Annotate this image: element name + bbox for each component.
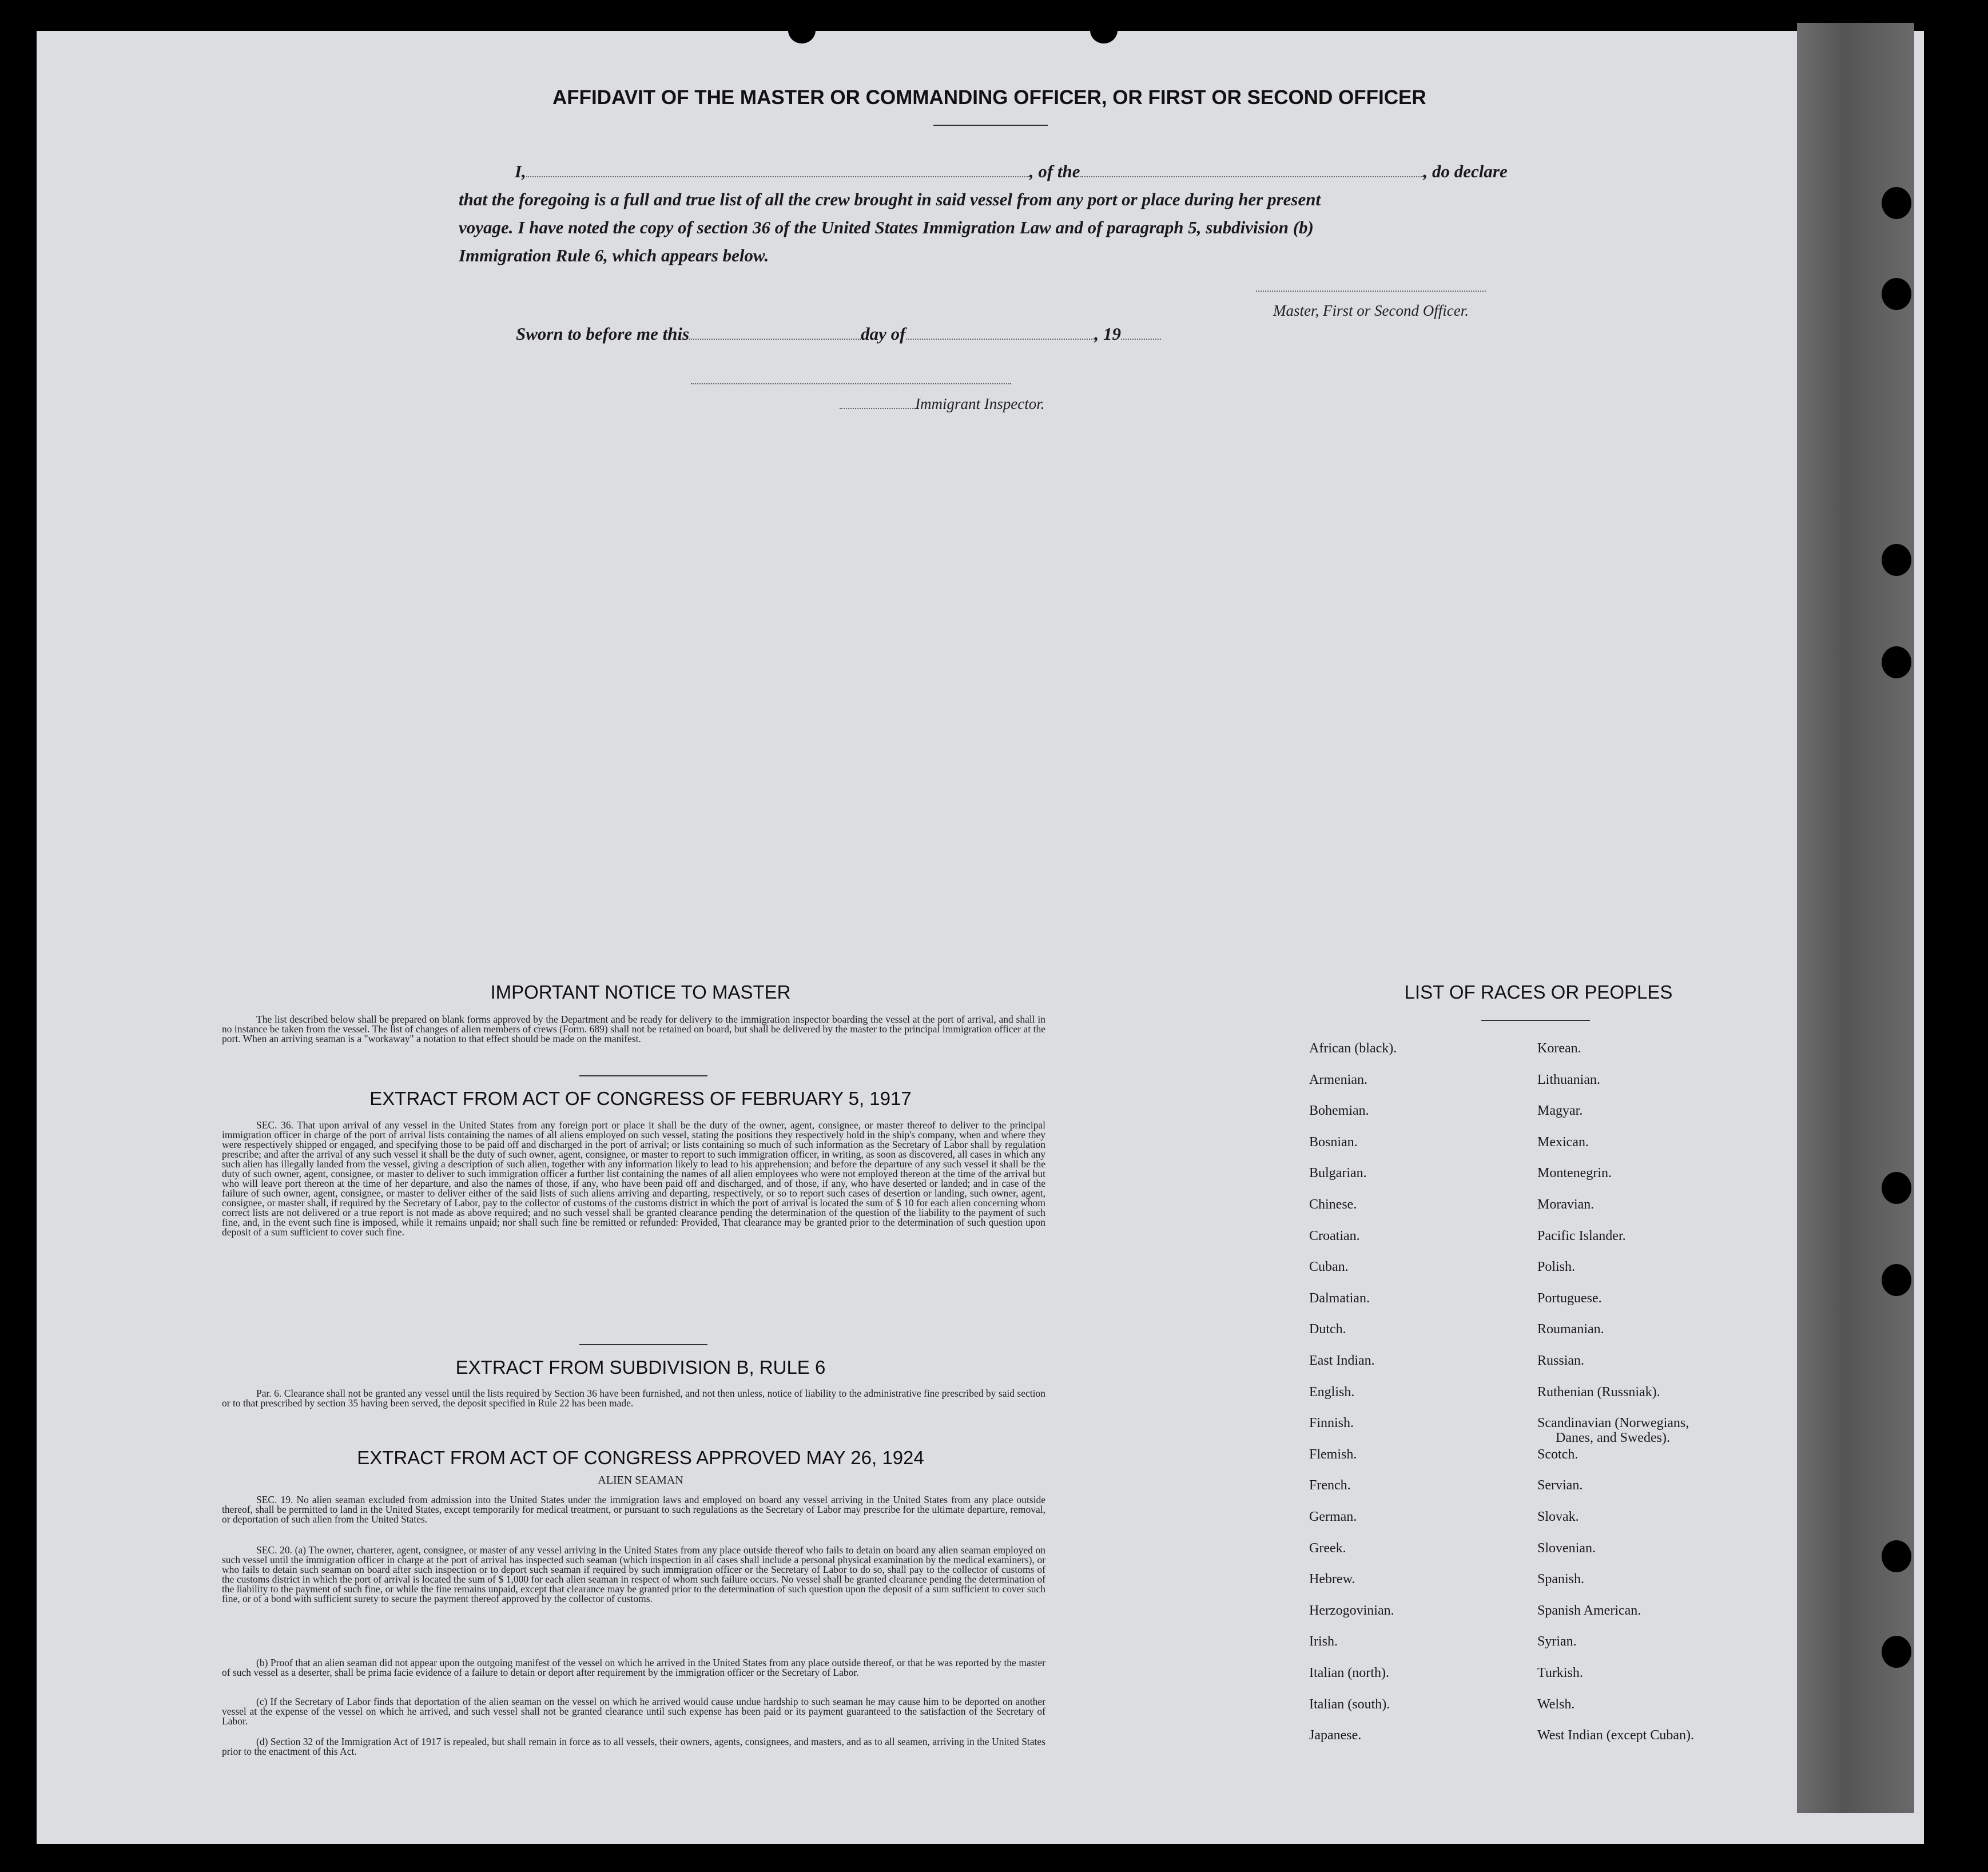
race-item: Korean. [1537, 1041, 1581, 1056]
race-item: Bosnian. [1309, 1135, 1358, 1150]
punch-hole [1882, 1172, 1911, 1204]
races-title-rule [1481, 1020, 1590, 1021]
race-item: Spanish American. [1537, 1603, 1641, 1618]
punch-hole [1882, 1540, 1911, 1572]
race-item-continuation: Danes, and Swedes). [1556, 1430, 1670, 1445]
i-label: I, [515, 161, 526, 181]
affidavit-line-3: voyage. I have noted the copy of section 36 of the United States Immigration Law and of paragraph 5, subdivision (b) [459, 217, 1314, 237]
section-rule [579, 1075, 707, 1076]
race-item: Montenegrin. [1537, 1166, 1612, 1181]
race-item: Flemish. [1309, 1447, 1357, 1462]
sworn-line [516, 324, 1161, 344]
extract-1924-sec20d: (d) Section 32 of the Immigration Act of 1917 is repealed, but shall remain in force as to all vessels, their owners, agents, consignees, and masters, and as to all seamen, arriving in the United States prior to the enactment of this Act. [222, 1736, 1045, 1757]
race-item: Dalmatian. [1309, 1291, 1370, 1306]
race-item: Lithuanian. [1537, 1072, 1600, 1087]
vessel-field[interactable] [1080, 176, 1424, 177]
title-rule [933, 125, 1048, 126]
race-item: Slovenian. [1537, 1541, 1596, 1556]
race-item: French. [1309, 1478, 1351, 1493]
race-item: English. [1309, 1385, 1355, 1400]
punch-hole [1882, 187, 1911, 219]
sworn-label: Sworn to before me this [516, 324, 690, 344]
extract-rule6-body: Par. 6. Clearance shall not be granted any vessel until the lists required by Section 36 have been furnished, and not then unless, notice of liability to the administrative fine prescribed by said section or to that prescribed by section 35 having been served, the deposit specified in Rule 22 has been made. [222, 1388, 1045, 1409]
extract-1917-title: EXTRACT FROM ACT OF CONGRESS OF FEBRUARY 5, 1917 [369, 1088, 912, 1109]
race-item: Cuban. [1309, 1259, 1349, 1274]
master-signature-field[interactable] [1256, 291, 1486, 292]
binder-tab-left [788, 17, 816, 43]
race-item: Scotch. [1537, 1447, 1579, 1462]
sworn-day-field[interactable] [689, 339, 861, 340]
race-item: Scandinavian (Norwegians, [1537, 1416, 1689, 1430]
name-field[interactable] [526, 176, 1029, 177]
extract-1924-sec19: SEC. 19. No alien seaman excluded from admission into the United States under the immigration laws and employed on board any vessel arriving in the United States from any place outside thereof, shall be permitted to land in the United States, except temporarily for medical treatment, or pursuant to such regulations as the Secretary of Labor may prescribe for the ultimate departure, removal, or deportation of such alien from the United States. [222, 1494, 1045, 1525]
extract-1924-title: EXTRACT FROM ACT OF CONGRESS APPROVED MAY 26, 1924 [357, 1447, 924, 1468]
inspector-label: Immigrant Inspector. [915, 395, 1045, 412]
race-item: Italian (south). [1309, 1697, 1390, 1712]
race-item: Ruthenian (Russniak). [1537, 1385, 1660, 1400]
affidavit-line-4: Immigration Rule 6, which appears below. [459, 245, 769, 265]
races-title: LIST OF RACES OR PEOPLES [1404, 981, 1673, 1003]
punch-hole [1882, 646, 1911, 678]
affidavit-line-1 [515, 161, 1527, 182]
day-of-label: day of [861, 324, 906, 344]
punch-hole [1882, 1264, 1911, 1296]
sworn-year-field[interactable] [1121, 339, 1161, 340]
race-item: Servian. [1537, 1478, 1583, 1493]
binder-tab-right [1090, 17, 1118, 43]
inspector-signature-line [840, 395, 1044, 413]
race-item: Mexican. [1537, 1135, 1589, 1150]
race-item: Bohemian. [1309, 1103, 1369, 1118]
race-item: Roumanian. [1537, 1322, 1604, 1337]
race-item: Greek. [1309, 1541, 1346, 1556]
year-label: , 19 [1094, 324, 1121, 344]
extract-1924-subtitle: ALIEN SEAMAN [598, 1474, 683, 1487]
extract-1917-body: SEC. 36. That upon arrival of any vessel in the United States from any foreign port or place it shall be the duty of the owner, agent, consignee, or master thereof to deliver to the principal immigration officer in charge of the port of arrival lists containing the names of all aliens employed on such vessel, stating the positions they respectively hold in the ship's company, when and where they were respectively shipped or engaged, and specifying those to be paid off and discharged in the port of arrival; or lists containing so much of such information as the Secretary of Labor shall by regulation prescribe; and after the arrival of any such vessel it shall be the duty of such owner, agent, consignee, or master to report to such immigration officer, in writing, as soon as discovered, all cases in which any such alien has illegally landed from the vessel, giving a description of such alien, together with any information likely to lead to his apprehension; and before the departure of any such vessel it shall be the duty of such owner, agent, consignee, or master to deliver to such immigration officer a further list containing the names of all alien employees who were not employed thereon at the time of the arrival but who will leave port thereon at the time of her departure, and also the names of those, if any, who have been paid off and discharged, and of those, if any, who have deserted or landed; and in case of the failure of such owner, agent, consignee, or master to deliver either of the said lists of such aliens arriving and departing, respectively, or so to report such cases of desertion or landing, such owner, agent, consignee, or master shall, if required by the Secretary of Labor, pay to the collector of customs of the customs district in which the port of arrival is located the sum of $ 10 for each alien concerning whom correct lists are not delivered or a true report is not made as above required; and no such vessel shall be granted clearance pending the determination of the question of the liability to the payment of such fine, and, in the event such fine is imposed, while it remains unpaid; nor shall such fine be remitted or refunded: Provided, That clearance may be granted prior to the determination of such question upon deposit of a sum sufficient to cover such fine. [222, 1119, 1045, 1238]
extract-rule6-title: EXTRACT FROM SUBDIVISION B, RULE 6 [455, 1357, 826, 1378]
sworn-month-field[interactable] [906, 339, 1095, 340]
race-item: Italian (north). [1309, 1666, 1389, 1680]
punch-hole [1882, 278, 1911, 310]
race-item: Magyar. [1537, 1103, 1583, 1118]
race-item: Bulgarian. [1309, 1166, 1367, 1181]
race-item: Dutch. [1309, 1322, 1346, 1337]
race-item: Syrian. [1537, 1634, 1577, 1649]
race-item: Welsh. [1537, 1697, 1575, 1712]
race-item: Polish. [1537, 1259, 1576, 1274]
notice-title: IMPORTANT NOTICE TO MASTER [490, 981, 791, 1003]
race-item: Armenian. [1309, 1072, 1367, 1087]
affidavit-title: AFFIDAVIT OF THE MASTER OR COMMANDING OFFICER, OR FIRST OR SECOND OFFICER [552, 86, 1426, 109]
punch-hole [1882, 1636, 1911, 1668]
race-item: West Indian (except Cuban). [1537, 1728, 1694, 1743]
race-item: Finnish. [1309, 1416, 1354, 1430]
race-item: Russian. [1537, 1353, 1585, 1368]
race-item: Turkish. [1537, 1666, 1583, 1680]
race-item: German. [1309, 1509, 1357, 1524]
extract-1924-sec20c: (c) If the Secretary of Labor finds that deportation of the alien seaman on the vessel on which he arrived would cause undue hardship to such seaman he may cause him to be deported on another vessel at the expense of the vessel on which he arrived, and such vessel shall not be granted clearance until such expense has been paid or its payment guaranteed to the satisfaction of the Secretary of Labor. [222, 1696, 1045, 1727]
of-the-label: , of the [1029, 161, 1080, 181]
race-item: Slovak. [1537, 1509, 1579, 1524]
race-item: Croatian. [1309, 1229, 1360, 1243]
race-item: Moravian. [1537, 1197, 1595, 1212]
race-item: Portuguese. [1537, 1291, 1602, 1306]
race-item: Chinese. [1309, 1197, 1357, 1212]
race-item: Spanish. [1537, 1572, 1585, 1587]
race-item: East Indian. [1309, 1353, 1375, 1368]
race-item: African (black). [1309, 1041, 1397, 1056]
notice-body: The list described below shall be prepared on blank forms approved by the Department and be ready for delivery to the immigration inspector boarding the vessel at the port of arrival, and shall in no instance be taken from the vessel. The list of changes of alien members of crews (Form. 689) shall not be retained on board, but shall be delivered by the master to the principal immigration officer at the port. When an arriving seaman is a "workaway" a notation to that effect should be made on the manifest. [222, 1013, 1045, 1044]
punch-hole [1882, 544, 1911, 576]
race-item: Japanese. [1309, 1728, 1362, 1743]
extract-1924-sec20a: SEC. 20. (a) The owner, charterer, agent, consignee, or master of any vessel arriving in the United States from any place outside thereof who fails to detain on board any alien seaman employed on such vessel until the immigration officer in charge at the port of arrival has inspected such seaman (which inspection in all cases shall include a personal physical examination by the medical examiners), or who fails to detain such seaman on board after such inspection or to deport such seaman if required by such immigration officer or the Secretary of Labor to do so, shall pay to the collector of customs of the customs district in which the port of arrival is located the sum of $ 1,000 for each alien seaman in respect of whom such failure occurs. No vessel shall be granted clearance pending the determination of the liability to the payment of such fine, or while the fine remains unpaid, except that clearance may be granted prior to the determination of such question upon the deposit of a sum sufficient to cover such fine, or of a bond with sufficient surety to secure the payment thereof approved by the collector of customs. [222, 1544, 1045, 1604]
inspector-signature-field[interactable] [691, 383, 1011, 384]
race-item: Irish. [1309, 1634, 1338, 1649]
master-signature-label: Master, First or Second Officer. [1273, 302, 1469, 319]
race-item: Pacific Islander. [1537, 1229, 1626, 1243]
extract-1924-sec20b: (b) Proof that an alien seaman did not appear upon the outgoing manifest of the vessel on which he arrived in the United States from any place outside thereof, or that he was reported by the master of such vessel as a deserter, shall be prima facie evidence of a failure to detain or deport after requirement by the immigration officer or the Secretary of Labor. [222, 1657, 1045, 1678]
race-item: Hebrew. [1309, 1572, 1355, 1587]
do-declare-label: , do declare [1423, 161, 1508, 181]
affidavit-line-2: that the foregoing is a full and true list of all the crew brought in said vessel from any port or place during her present [459, 189, 1321, 209]
race-item: Herzogovinian. [1309, 1603, 1394, 1618]
section-rule [579, 1344, 707, 1345]
